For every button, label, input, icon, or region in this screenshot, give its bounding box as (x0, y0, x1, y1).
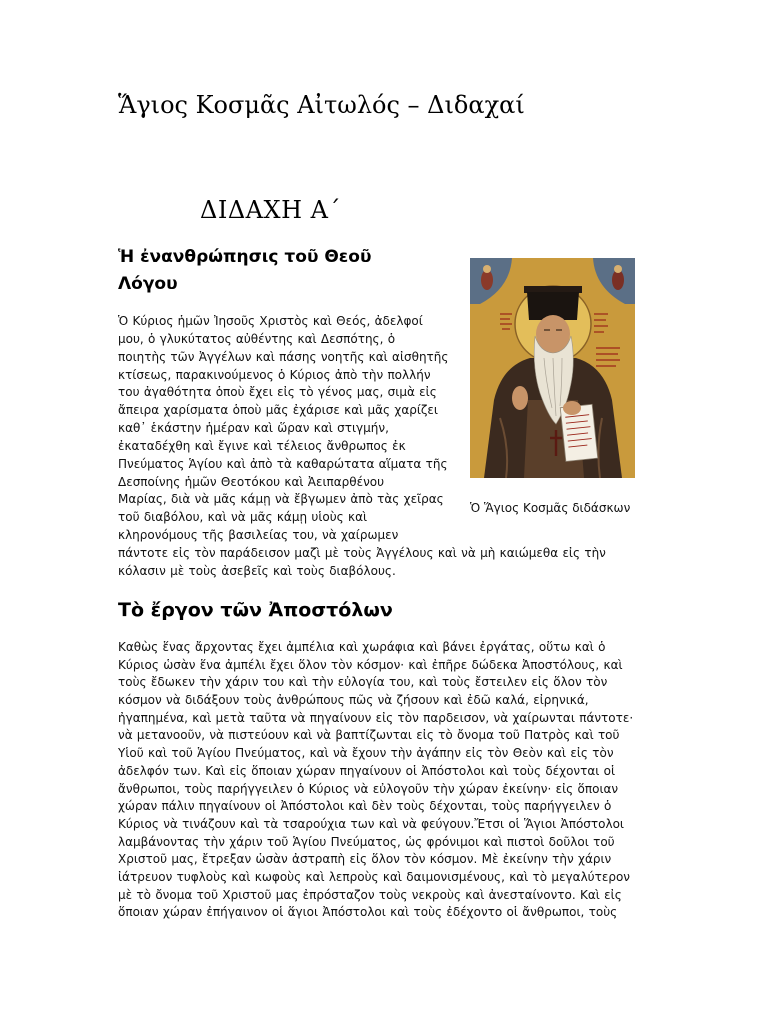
text-line: Κύριος νὰ τινάζουν καὶ τὰ τσαρούχια των καὶ νὰ φεύγουν.Ἔτσι οἱ Ἅγιοι Ἀπόστολοι (118, 816, 624, 831)
text-line: λαμβάνοντας τὴν χάριν τοῦ Ἁγίου Πνεύματος, ὡς φρόνιμοι καὶ πιστοὶ δοῦλοι τοῦ (118, 834, 615, 849)
text-line: κόλασιν μὲ τοὺς ἀσεβεῖς καὶ τοὺς διαβόλους. (118, 563, 396, 578)
text-line: τοὺς ἔδωκεν τὴν χάριν του καὶ τὴν εὐλογία του, καὶ τοὺς ἔστειλεν εἰς ὅλον τὸν (118, 675, 608, 690)
section-2-paragraph (118, 639, 633, 922)
figure-caption: Ὁ Ἅγιος Κοσμᾶς διδάσκων (470, 501, 631, 515)
top-left-figure-head (483, 265, 491, 273)
text-line: ἄπειρα χαρίσματα ὁποὺ μᾶς ἐχάρισε καὶ μᾶς χαρίζει (118, 403, 438, 418)
text-line: ποιητὴς τῶν Ἀγγέλων καὶ πάσης νοητῆς καὶ αἰσθητῆς (118, 349, 449, 364)
text-line: Ὁ Κύριος ἡμῶν Ἰησοῦς Χριστὸς καὶ Θεός, ἀδελφοί (118, 314, 423, 328)
text-line: ἐκαταδέχθη καὶ ἔγινε καὶ τέλειος ἄνθρωπος ἐκ (118, 438, 406, 453)
text-line: πάντοτε εἰς τὸν παράδεισον μαζὶ μὲ τοὺς Ἀγγέλους καὶ νὰ μὴ καιώμεθα εἰς τὴν (118, 545, 606, 560)
text-line: κόσμον νὰ διδάξουν τοὺς ἀνθρώπους πῶς νὰ ζήσουν καὶ ἐδῶ καλά, εἰρηνικά, (118, 693, 589, 708)
section-1-heading-line: Ἡ ἐνανθρώπησις τοῦ Θεοῦ (118, 247, 372, 267)
section-2-heading: Τὸ ἔργον τῶν Ἀποστόλων (118, 599, 393, 621)
text-line: τοῦ διαβόλου, καὶ νὰ μᾶς κάμῃ υἱοὺς καὶ (118, 510, 368, 525)
text-line: του ἀγαθότητα ὁποὺ ἔχει εἰς τὸ γένος μας, σιμὰ εἰς (118, 385, 437, 400)
text-line: Χριστοῦ μας, ἔτρεξαν ὡσὰν ἀστραπὴ εἰς ὅλον τὸν κόσμον. Μὲ ἐκείνην τὴν χάριν (118, 852, 612, 867)
section-1-heading (118, 244, 371, 298)
saint-icon-painting (470, 258, 635, 478)
text-line: μὲ τὸ ὄνομα τοῦ Χριστοῦ μας ἐπρόσταζον τοὺς νεκροὺς καὶ ἀνεσταίνοντο. Καὶ εἰς (118, 887, 622, 902)
text-line: ἰάτρευον τυφλοὺς καὶ κωφοὺς καὶ λεπροὺς καὶ δαιμονισμένους, καὶ τὸ μεγαλύτερον (118, 869, 630, 884)
document-title: Ἅγιος Κοσμᾶς Αἰτωλός – Διδαχαί (118, 91, 525, 119)
text-line: χώραν πάλιν πηγαίνουν οἱ Ἀπόστολοι καὶ δὲν τοὺς δέχονται, τοὺς παρήγγειλεν ὁ (118, 799, 612, 814)
saint-icon-image (470, 258, 635, 478)
text-line: ἠγαπημένα, καὶ μετὰ ταῦτα νὰ πηγαίνουν εἰς τὸν παρδεισον, νὰ χαίρωνται πάντοτε· (118, 710, 634, 725)
scroll-hand (563, 401, 581, 415)
blessing-hand (512, 386, 528, 410)
text-line: ἀδελφόν των. Καὶ εἰς ὅποιαν χώραν πηγαίνουν οἱ Ἀπόστολοι καὶ τοὺς δέχονται οἱ (118, 763, 616, 778)
text-line: Υἱοῦ καὶ τοῦ Ἁγίου Πνεύματος, καὶ νὰ ἔχουν τὴν ἀγάπην εἰς τὸν Θεὸν καὶ εἰς τὸν (118, 746, 614, 761)
hat-brim (524, 286, 582, 293)
text-line: ἄνθρωποι, τοὺς παρήγγειλεν ὁ Κύριος νὰ εὐλογοῦν τὴν χώραν ἐκείνην· εἰς ὅποιαν (118, 781, 619, 796)
section-1-heading-line: Λόγου (118, 274, 178, 294)
text-line: καθ᾽ ἑκάστην ἡμέραν καὶ ὥραν καὶ στιγμήν, (118, 421, 389, 436)
text-line: κληρονόμους τῆς βασιλείας του, νὰ χαίρωμεν (118, 528, 399, 543)
text-line: Δεσποίνης ἡμῶν Θεοτόκου καὶ Ἀειπαρθένου (118, 474, 385, 489)
top-right-figure-head (614, 265, 622, 273)
text-line: μου, ὁ γλυκύτατος αὐθέντης καὶ Δεσπότης, ὁ (118, 331, 396, 346)
text-line: Πνεύματος Ἁγίου καὶ ἀπὸ τὰ καθαρώτατα αἵματα τῆς (118, 456, 448, 471)
text-line: κτίσεως, παρακινούμενος ὁ Κύριος ἀπὸ τὴν πολλήν (118, 367, 431, 382)
text-line: ὅποιαν χώραν ἐπήγαινον οἱ ἅγιοι Ἀπόστολοι καὶ τοὺς ἐδέχοντο οἱ ἄνθρωποι, τοὺς (118, 905, 618, 920)
sermon-heading: ΔΙΔΑΧΗ Α΄ (200, 196, 341, 224)
text-line: Καθὼς ἕνας ἄρχοντας ἔχει ἀμπέλια καὶ χωράφια καὶ βάνει ἐργάτας, οὕτω καὶ ὁ (118, 640, 606, 654)
text-line: νὰ μετανοοῦν, νὰ πιστεύουν καὶ νὰ βαπτίζωνται εἰς τὸ ὄνομα τοῦ Πατρὸς καὶ τοῦ (118, 728, 620, 743)
text-line: Μαρίας, διὰ νὰ μᾶς κάμῃ νὰ ἔβγωμεν ἀπὸ τὰς χεῖρας (118, 492, 444, 507)
text-line: Κύριος ὡσὰν ἕνα ἀμπέλι ἔχει ὅλον τὸν κόσμον· καὶ ἐπῆρε δώδεκα Ἀποστόλους, καὶ (118, 657, 623, 672)
